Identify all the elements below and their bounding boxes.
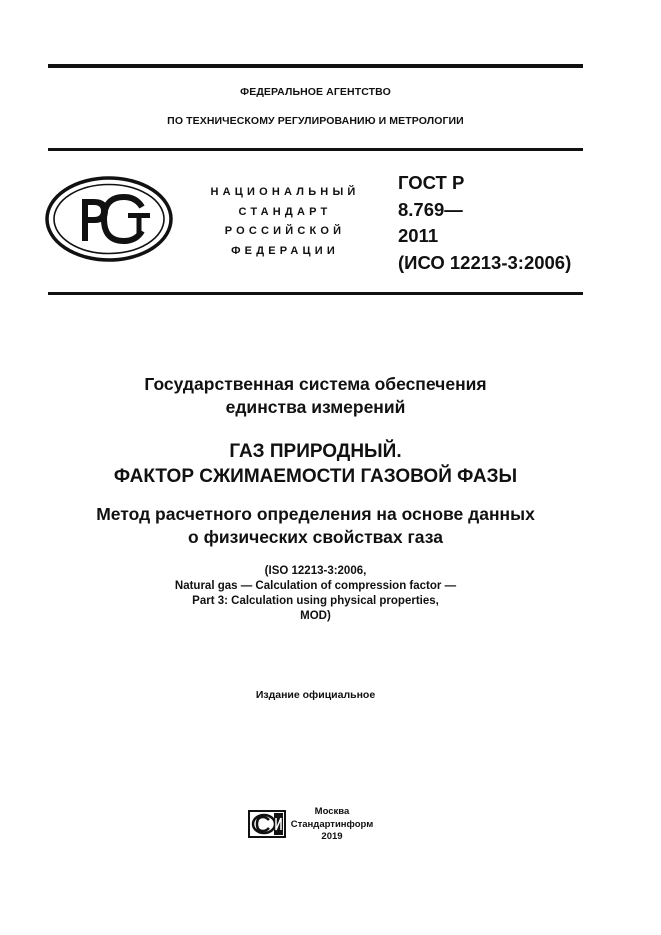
- publisher-year: 2019: [321, 831, 343, 842]
- publisher-info: [290, 806, 374, 844]
- subtitle-line-1: Метод расчетного определения на основе данных: [96, 504, 535, 524]
- standard-label-line-4: ФЕДЕРАЦИИ: [231, 244, 339, 257]
- header-rule: [48, 148, 583, 151]
- main-title: [48, 439, 583, 489]
- top-rule: [48, 64, 583, 68]
- publisher-name: Стандартинформ: [290, 818, 374, 830]
- agency-line-1: ФЕДЕРАЛЬНОЕ АГЕНТСТВО: [240, 86, 391, 98]
- iso-line-1: (ISO 12213-3:2006,: [264, 565, 367, 577]
- rst-logo-icon: [44, 175, 174, 263]
- system-title: [48, 373, 583, 419]
- designation-line-2: 8.769—: [398, 198, 463, 220]
- subtitle-line-2: о физических свойствах газа: [188, 527, 443, 547]
- designation-line-1: ГОСТ Р: [398, 172, 465, 193]
- main-title-line-2: ФАКТОР СЖИМАЕМОСТИ ГАЗОВОЙ ФАЗЫ: [113, 466, 518, 487]
- standard-label-line-2: СТАНДАРТ: [238, 205, 332, 218]
- standard-designation: [398, 170, 571, 276]
- iso-line-4: MOD): [300, 610, 331, 622]
- iso-reference: [48, 564, 583, 624]
- designation-rule: [48, 292, 583, 295]
- standard-label-line-1: НАЦИОНАЛЬНЫЙ: [210, 186, 360, 198]
- standard-label-line-3: РОССИЙСКОЙ: [224, 225, 346, 237]
- designation-line-4: (ИСО 12213-3:2006): [398, 251, 572, 273]
- publisher-city: Москва: [314, 806, 350, 817]
- national-standard-label: [190, 183, 380, 261]
- iso-line-3: Part 3: Calculation using physical properties,: [192, 595, 439, 607]
- agency-line-2: ПО ТЕХНИЧЕСКОМУ РЕГУЛИРОВАНИЮ И МЕТРОЛОГИИ: [167, 115, 464, 127]
- iso-line-2: Natural gas — Calculation of compression factor —: [174, 580, 457, 592]
- standartinform-logo-icon: [248, 810, 286, 838]
- designation-line-3: 2011: [398, 225, 439, 246]
- subtitle: [48, 503, 583, 549]
- system-title-line-2: единства измерений: [225, 397, 406, 417]
- edition-label: Издание официальное: [255, 689, 376, 701]
- main-title-line-1: ГАЗ ПРИРОДНЫЙ.: [229, 441, 402, 462]
- system-title-line-1: Государственная система обеспечения: [144, 374, 487, 394]
